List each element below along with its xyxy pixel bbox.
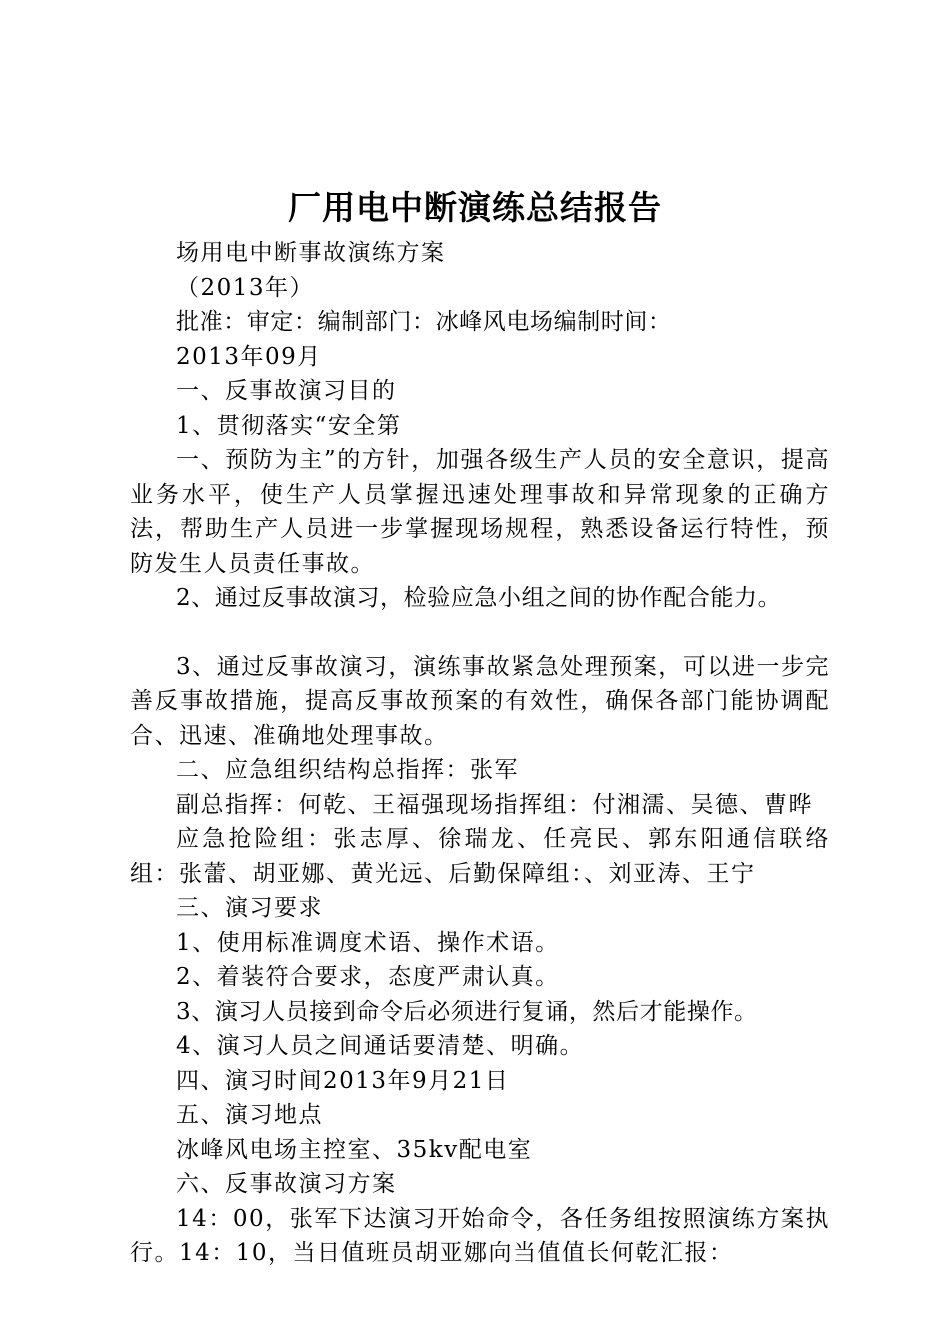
- paragraph-requirement-1: 1、使用标准调度术语、操作术语。: [176, 929, 560, 956]
- heading-time: 四、演习时间2013年9月21日: [176, 1067, 510, 1094]
- paragraph-rescue-groups: 应急抢险组：张志厚、徐瑞龙、任亮民、郭东阳通信联络组：张蕾、胡亚娜、黄光远、后勤保障组：、刘亚涛、王宁: [130, 826, 830, 887]
- paragraph-purpose-2: 2、通过反事故演习，检验应急小组之间的协作配合能力。: [176, 585, 782, 611]
- paragraph-purpose-3: 3、通过反事故演习，演练事故紧急处理预案，可以进一步完善反事故措施，提高反事故预案的有效性，确保各部门能协调配合、迅速、准确地处理事故。: [130, 653, 830, 749]
- paragraph-purpose-1: 1、贯彻落实“安全第: [176, 412, 402, 439]
- paragraph-plan-start: 14：00，张军下达演习开始命令，各任务组按照演练方案执行。14：10，当日值班员胡亚娜向当值值长何乾汇报：: [130, 1205, 830, 1266]
- paragraph-year: （2013年）: [176, 274, 315, 301]
- document-body: [130, 236, 830, 1271]
- paragraph-approval: 批准：审定：编制部门：冰峰风电场编制时间：: [176, 309, 672, 335]
- paragraph-requirement-4: 4、演习人员之间通话要清楚、明确。: [176, 1033, 585, 1059]
- paragraph-purpose-1-cont: 一、预防为主”的方针，加强各级生产人员的安全意识，提高业务水平，使生产人员掌握迅速处理事故和异常现象的正确方法，帮助生产人员进一步掌握现场规程，熟悉设备运行特性，预防发生人员责任事故。: [130, 447, 830, 577]
- document-title: 厂用电中断演练总结报告: [288, 188, 662, 227]
- paragraph-requirement-3: 3、演习人员接到命令后必须进行复诵，然后才能操作。: [176, 998, 758, 1025]
- blank-line: [130, 616, 830, 650]
- heading-organization: 二、应急组织结构总指挥：张军: [176, 757, 519, 783]
- paragraph-location: 冰峰风电场主控室、35kv配电室: [176, 1136, 533, 1163]
- heading-purpose: 一、反事故演习目的: [176, 378, 397, 404]
- heading-plan: 六、反事故演习方案: [176, 1171, 397, 1197]
- heading-location: 五、演习地点: [176, 1102, 323, 1128]
- paragraph-plan-name: 场用电中断事故演练方案: [176, 240, 446, 266]
- paragraph-date: 2013年09月: [176, 343, 322, 370]
- heading-requirements: 三、演习要求: [176, 895, 323, 921]
- paragraph-requirement-2: 2、着装符合要求，态度严肃认真。: [176, 964, 560, 990]
- paragraph-deputy-commanders: 副总指挥：何乾、王福强现场指挥组：付湘濡、吴德、曹晔: [176, 791, 813, 818]
